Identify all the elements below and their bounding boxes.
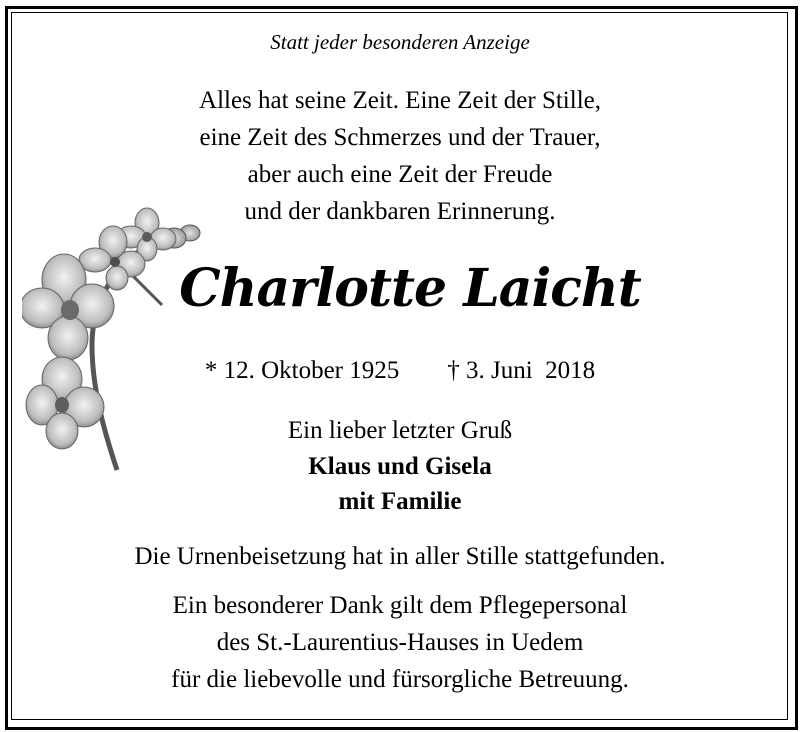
motto-line: Alles hat seine Zeit. Eine Zeit der Stille, (199, 87, 601, 114)
thanks-line: des St.-Laurentius-Hauses in Uedem (216, 629, 584, 656)
deceased-name: Charlotte Laicht (179, 258, 641, 319)
motto-line: und der dankbaren Erinnerung. (244, 198, 556, 225)
burial-note: Die Urnenbeisetzung hat in aller Stille stattgefunden. (134, 543, 666, 570)
motto-line: aber auch eine Zeit der Freude (247, 161, 553, 188)
death-date: † 3. Juni 2018 (447, 357, 596, 384)
birth-date: * 12. Oktober 1925 (204, 357, 400, 384)
thanks-line: für die liebevolle und fürsorgliche Betreuung. (171, 666, 629, 693)
thanks-line: Ein besonderer Dank gilt dem Pflegepersonal (172, 592, 628, 619)
signer-family: mit Familie (338, 488, 462, 515)
signer-names: Klaus und Gisela (308, 453, 492, 480)
farewell-greeting: Ein lieber letzter Gruß (287, 417, 513, 444)
motto-line: eine Zeit des Schmerzes und der Trauer, (199, 124, 601, 151)
life-dates (0, 357, 800, 385)
announcement-heading: Statt jeder besonderen Anzeige (270, 30, 530, 54)
